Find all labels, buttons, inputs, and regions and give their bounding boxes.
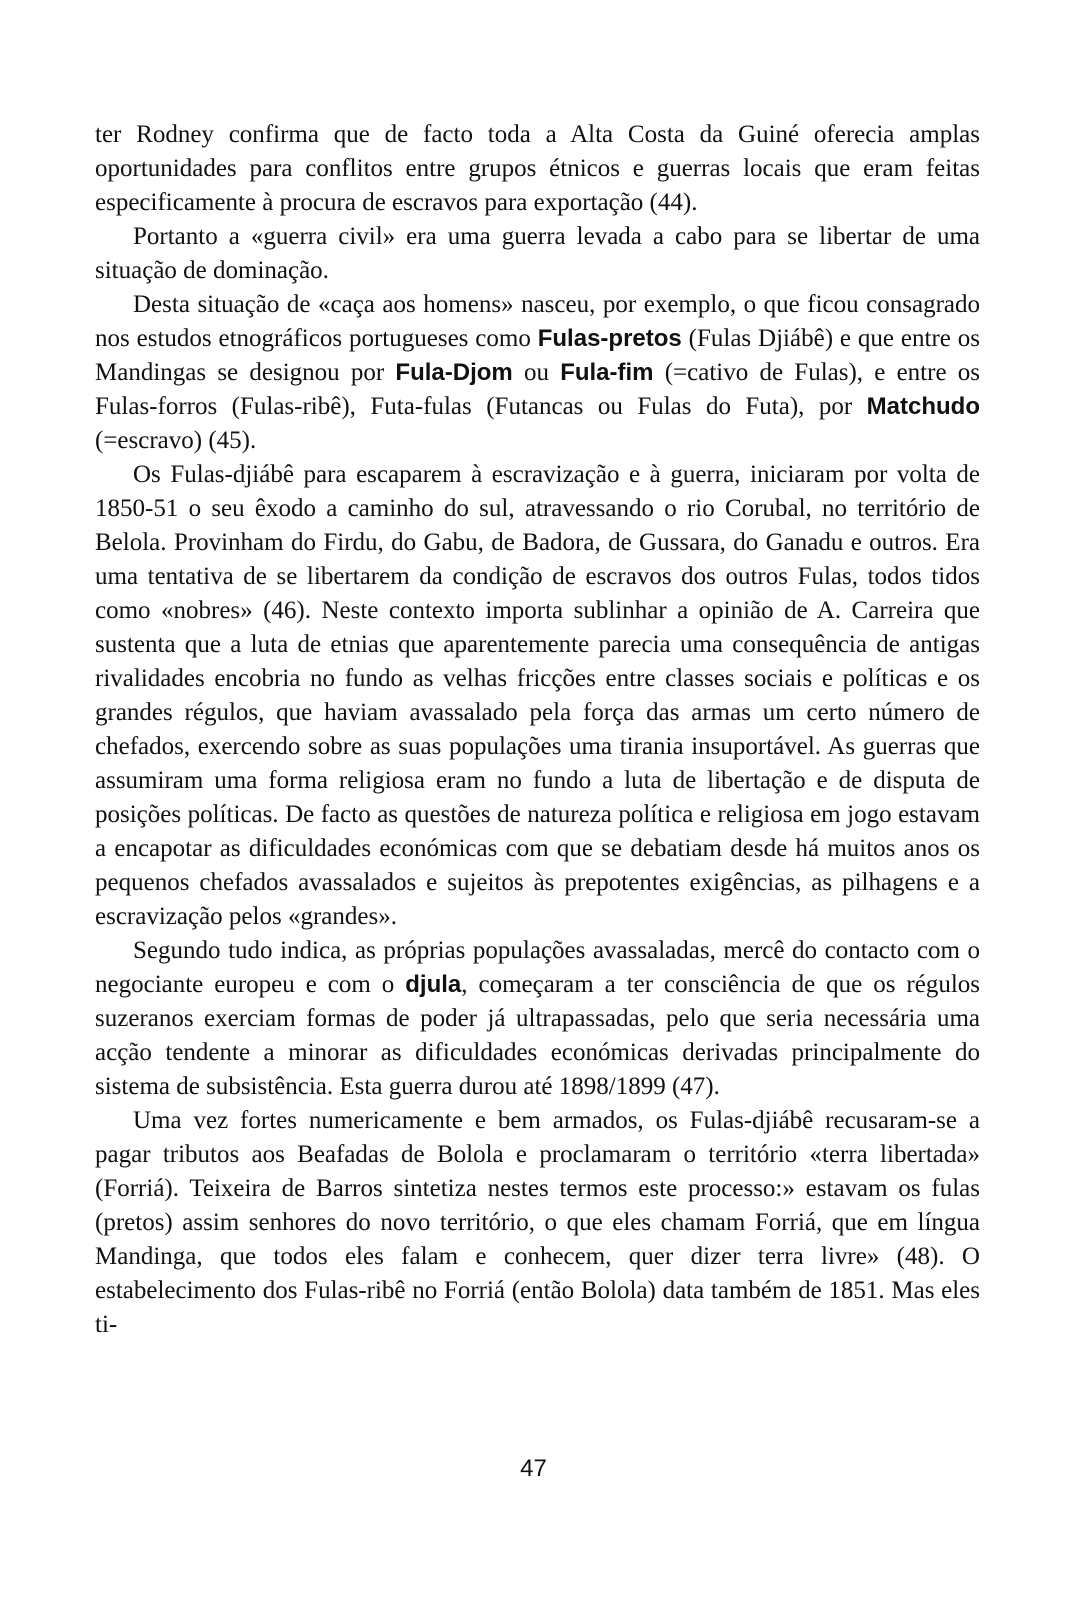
text-run: Os Fulas-djiábê para escaparem à escravização e à guerra, iniciaram por volta de 1850-51 o seu êxodo a caminho do sul, atravessando o rio Corubal, no território de Belola. Provinham do Firdu, do Gabu, de Badora, de Gussara, do Ganadu e outros. Era uma tentativa de se libertarem da condição de escravos dos outros Fulas, todos tidos como «nobres» (46). Neste contexto importa sublinhar a opinião de A. Carreira que sustenta que a luta de etnias que aparentemente parecia uma consequência de antigas rivalidades encobria no fundo as velhas fricções entre classes sociais e políticas e os grandes régulos, que haviam avassalado pela força das armas um certo número de chefados, exercendo sobre as suas populações uma tirania insuportável. As guerras que assumiram uma forma religiosa eram no fundo a luta de libertação e de disputa de posições políticas. De facto as questões de natureza política e religiosa em jogo estavam a encapotar as dificuldades económicas com que se debatiam desde há muitos anos os pequenos chefados avassalados e sujeitos às prepotentes exigências, as pilhagens e a escravização pelos «grandes». [95, 461, 980, 930]
paragraph [95, 1104, 980, 1342]
text-run: Segundo tudo indica, as próprias populações avassaladas, mercê do contacto com o negociante europeu e com o [95, 937, 980, 998]
paragraph [95, 934, 980, 1104]
text-run: , começaram a ter consciência de que os régulos suzeranos exerciam formas de poder já ultrapassadas, pelo que seria necessária uma acção tendente a minorar as dificuldades económicas derivadas principalmente do sistema de subsistência. Esta guerra durou até 1898/1899 (47). [95, 971, 980, 1100]
text-run: ou [512, 359, 561, 386]
paragraph [95, 288, 980, 458]
text-run: Portanto a «guerra civil» era uma guerra levada a cabo para se libertar de uma situação de dominação. [95, 223, 980, 284]
bold-term: Fulas-pretos [537, 325, 682, 352]
text-run: (=cativo de Fulas), e entre os Fulas-forros (Fulas-ribê), Futa-fulas (Futancas ou Fulas do Futa), por [95, 359, 980, 420]
text-run: Uma vez fortes numericamente e bem armados, os Fulas-djiábê recusaram-se a pagar tributos aos Beafadas de Bolola e proclamaram o território «terra libertada» (Forriá). Teixeira de Barros sintetiza nestes termos este processo:» estavam os fulas (pretos) assim senhores do novo território, o que eles chamam Forriá, que em língua Mandinga, que todos eles falam e conhecem, quer dizer terra livre» (48). O estabelecimento dos Fulas-ribê no Forriá (então Bolola) data também de 1851. Mas eles ti- [95, 1107, 980, 1338]
body-text [95, 118, 980, 1342]
paragraph [95, 118, 980, 220]
paragraph [95, 220, 980, 288]
page-number: 47 [520, 1455, 547, 1482]
text-run: (=escravo) (45). [95, 427, 257, 454]
bold-term: Matchudo [866, 393, 980, 420]
bold-term: djula [405, 971, 462, 998]
paragraph [95, 458, 980, 934]
text-run: Desta situação de «caça aos homens» nasceu, por exemplo, o que ficou consagrado nos estudos etnográficos portugueses como [95, 291, 980, 352]
bold-term: Fula-fim [560, 359, 654, 386]
text-run: (Fulas Djiábê) e que entre os Mandingas se designou por [95, 325, 980, 386]
bold-term: Fula-Djom [395, 359, 513, 386]
text-run: ter Rodney confirma que de facto toda a Alta Costa da Guiné oferecia amplas oportunidades para conflitos entre grupos étnicos e guerras locais que eram feitas especificamente à procura de escravos para exportação (44). [95, 121, 980, 216]
